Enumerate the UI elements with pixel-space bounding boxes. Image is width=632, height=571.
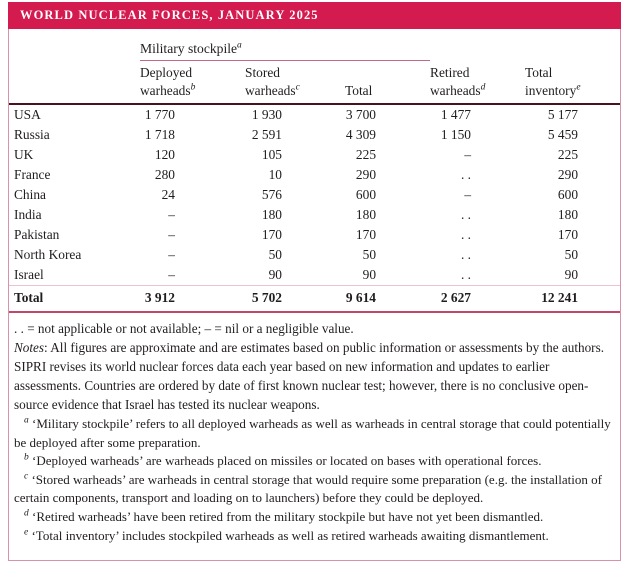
col-header-stored: Stored warheads$^c$ <box>245 61 345 105</box>
stored-cell: 5 702 <box>245 286 345 313</box>
country-cell: Pakistan <box>14 227 60 242</box>
country-cell: Russia <box>14 127 50 142</box>
inventory-cell: 50 <box>564 247 579 262</box>
footnote-ref-a: a <box>237 40 242 51</box>
total-cell: 3 700 <box>345 107 377 122</box>
deployed-cell: – <box>168 207 175 222</box>
notes-text: : All figures are approximate and are estimates based on public information or assessments by the authors. SIPRI revises its world nuclear forces data each year based on new information and updates to earlier assessments. Countries are ordered by date of first known nuclear test; however, there is no conclusive open-source evidence that Israel has tested its nuclear weapons. <box>14 340 604 412</box>
table-row <box>9 145 620 165</box>
deployed-cell: – <box>168 267 175 282</box>
country-cell: UK <box>14 147 34 162</box>
retired-cell: 1 150 <box>440 127 472 142</box>
table-body <box>9 104 620 312</box>
table-row <box>9 205 620 225</box>
inventory-cell: 180 <box>557 207 579 222</box>
country-cell: North Korea <box>14 247 82 262</box>
retired-cell: . . <box>460 267 472 282</box>
inventory-cell: 225 <box>557 147 579 162</box>
col-header-country <box>9 61 140 105</box>
group-header-spacer-right <box>430 38 620 61</box>
footnote-ref-b: b <box>190 82 196 93</box>
footnote-marker: c <box>24 471 29 482</box>
country-cell: Total <box>9 286 140 313</box>
total-cell: 180 <box>355 207 377 222</box>
stored-cell: 90 <box>268 267 282 282</box>
group-header-row <box>9 38 620 61</box>
inventory-cell: 170 <box>557 227 579 242</box>
footnote-marker: d <box>24 508 29 519</box>
deployed-cell: 1 718 <box>144 127 175 142</box>
group-header-spacer <box>9 38 140 61</box>
retired-cell: . . <box>460 227 472 242</box>
stored-cell: 50 <box>268 247 282 262</box>
nuclear-forces-table <box>9 38 620 313</box>
retired-cell: . . <box>460 167 472 182</box>
total-cell: 170 <box>355 227 377 242</box>
stored-cell: 1 930 <box>251 107 282 122</box>
col-header-total: Total <box>345 61 430 105</box>
inventory-cell: 600 <box>557 187 579 202</box>
stored-cell: 2 591 <box>251 127 282 142</box>
country-cell: India <box>14 207 42 222</box>
table-row <box>9 165 620 185</box>
footnote-c: $^c$ ‘Stored warheads’ are warheads in central storage that would require some preparation (e.g. the installation of certain components, transport and loading on to launchers) before they could be deployed. <box>14 471 602 506</box>
retired-cell: – <box>464 187 472 202</box>
inventory-cell: 5 459 <box>547 127 579 142</box>
notes-label: Notes <box>14 340 45 355</box>
table-title: WORLD NUCLEAR FORCES, JANUARY 2025 <box>20 8 319 22</box>
footnote-d: $^d$ ‘Retired warheads’ have been retired from the military stockpile but have not yet been dismantled. <box>24 508 544 524</box>
table-title-bar <box>8 2 621 29</box>
footnotes <box>9 414 620 545</box>
country-cell: China <box>14 187 46 202</box>
stored-cell: 576 <box>261 187 282 202</box>
deployed-cell: 1 770 <box>144 107 175 122</box>
legend-line: . . = not applicable or not available; – = nil or a negligible value. <box>14 321 354 336</box>
table-row <box>9 245 620 265</box>
footnote-e: $^e$ ‘Total inventory’ includes stockpiled warheads as well as retired warheads awaiting dismantlement. <box>24 527 549 543</box>
inventory-cell: 290 <box>557 167 579 182</box>
deployed-cell: 3 912 <box>140 286 245 313</box>
total-cell: 290 <box>355 167 377 182</box>
group-header-military-stockpile <box>140 38 430 61</box>
deployed-cell: – <box>168 247 175 262</box>
footnote-ref-c: c <box>295 82 300 93</box>
footnote-ref-d: d <box>480 82 486 93</box>
footnote-b: $^b$ ‘Deployed warheads’ are warheads placed on missiles or located on bases with operational forces. <box>24 452 542 469</box>
column-header-row <box>9 61 620 105</box>
footnote-ref-e: e <box>576 82 581 93</box>
retired-cell: 1 477 <box>440 107 472 122</box>
table-row <box>9 265 620 286</box>
total-cell: 600 <box>355 187 377 202</box>
total-cell: 9 614 <box>345 286 430 313</box>
inventory-cell: 5 177 <box>547 107 579 122</box>
col-header-deployed: Deployed warheads$^b$ <box>140 61 245 105</box>
notes-section <box>9 313 620 414</box>
footnote-a: $^a$ ‘Military stockpile’ refers to all deployed warheads as well as warheads in central storage that could potentially be deployed after some preparation. <box>14 415 611 450</box>
retired-cell: – <box>464 147 472 162</box>
total-row <box>9 286 620 313</box>
country-cell: USA <box>14 107 41 122</box>
retired-cell: 2 627 <box>430 286 525 313</box>
stored-cell: 170 <box>261 227 282 242</box>
stored-cell: 105 <box>261 147 282 162</box>
group-header-label: Military stockpile <box>140 41 238 56</box>
footnote-marker: e <box>24 527 29 538</box>
footnote-marker: b <box>24 452 29 463</box>
total-cell: 4 309 <box>345 127 377 142</box>
deployed-cell: 280 <box>154 167 175 182</box>
total-cell: 50 <box>362 247 377 262</box>
col-header-retired: Retired warheads$^d$ <box>430 61 525 105</box>
stored-cell: 180 <box>261 207 282 222</box>
country-cell: Israel <box>14 267 44 282</box>
total-cell: 225 <box>355 147 377 162</box>
footnote-marker: a <box>24 415 29 426</box>
retired-cell: . . <box>460 247 472 262</box>
table-row <box>9 125 620 145</box>
notes-paragraph <box>14 338 615 414</box>
table-row <box>9 185 620 205</box>
table-row <box>9 225 620 245</box>
col-header-inventory: Total inventory$^e$ <box>525 61 620 105</box>
table-row <box>9 104 620 125</box>
table-container <box>8 2 621 561</box>
deployed-cell: 24 <box>161 187 175 202</box>
country-cell: France <box>14 167 51 182</box>
total-cell: 90 <box>362 267 377 282</box>
inventory-cell: 12 241 <box>525 286 620 313</box>
inventory-cell: 90 <box>564 267 579 282</box>
stored-cell: 10 <box>268 167 282 182</box>
deployed-cell: – <box>168 227 175 242</box>
deployed-cell: 120 <box>154 147 175 162</box>
retired-cell: . . <box>460 207 472 222</box>
